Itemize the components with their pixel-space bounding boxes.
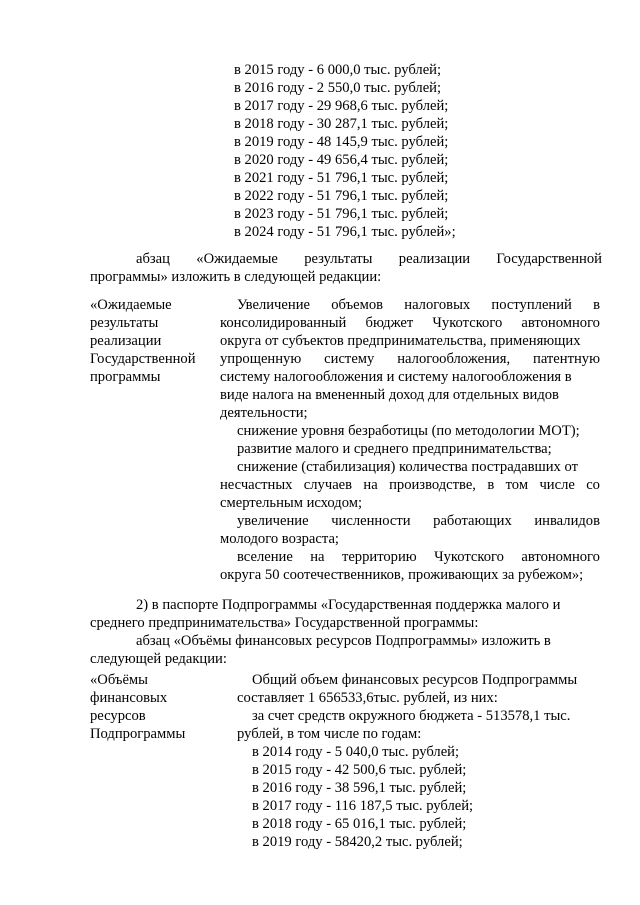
- year-line: в 2016 году - 2 550,0 тыс. рублей;: [234, 80, 442, 96]
- year-line: в 2024 году - 51 796,1 тыс. рублей»;: [234, 224, 456, 240]
- year-line: в 2017 году - 29 968,6 тыс. рублей;: [234, 98, 449, 114]
- year-line: в 2019 году - 48 145,9 тыс. рублей;: [234, 134, 449, 150]
- year-line: в 2021 году - 51 796,1 тыс. рублей;: [234, 170, 449, 186]
- document-page: в 2015 году - 6 000,0 тыс. рублей; в 2016 году - 2 550,0 тыс. рублей; в 2017 году - 29 968,6 тыс. рублей; в 2018 году - 30 287,1 тыс. рублей; в 2019 году - 48 145,9 тыс. рублей; в 2020 году - 49 656,4 тыс. рублей; в 2021 году - 51 796,1 тыс. рублей; в 2022 году - 51 796,1 тыс. рублей; в 2023 году - 51 796,1 тыс. рублей; в 2024 году - 51 796,1 тыс. рублей»; абзац «Ожидаемые результаты реализации Государственной программы» изложить в следующей редакции: «Ожидаемые результаты реализации Государственной программы Увеличение объемов налоговых поступлений в консолидированный бюджет Чукотского автономного округа от субъектов предпринимательства, применяющих упрощенную систему налогообложения, патентную систему налогообложения и систему налогообложения в виде налога на вмененный доход для отдельных видов деятельности; снижение уровня безработицы (по методологии МОТ); развитие малого и среднего предпринимательства; снижение (стабилизация) количества пострадавших от несчастных случаев на производстве, в том числе со смертельным исходом; увеличение численности работающих инвалидов молодого возраста; вселение на территорию Чукотского автономного округа 50 соотечественников, проживающих за рубежом»; 2) в паспорте Подпрограммы «Государственная поддержка малого и среднего предпринимательства» Государственной программы: абзац «Объёмы финансовых ресурсов Подпрограммы» изложить в следующей редакции: «Объёмы финансовых ресурсов Подпрограммы Общий объем финансовых ресурсов Подпрограммы составляет 1 656533,6тыс. рублей, из них: за счет средств окружного бюджета - 513578,1 тыс. рублей, в том числе по годам: в 2014 году - 5 040,0 тыс. рублей; в 2015 году - 42 500,6 тыс. рублей; в 2016 году - 38 596,1 тыс. рублей; в 2017 году - 116 187,5 тыс. рублей; в 2018 году - 65 016,1 тыс. рублей; в 2019 году - 58420,2 тыс. рублей;: [90, 62, 602, 850]
- year-line: в 2020 году - 49 656,4 тыс. рублей;: [234, 152, 449, 168]
- year-line: в 2015 году - 6 000,0 тыс. рублей;: [234, 62, 442, 78]
- year-line: в 2023 году - 51 796,1 тыс. рублей;: [234, 206, 449, 222]
- year-line: в 2018 году - 30 287,1 тыс. рублей;: [234, 116, 449, 132]
- year-line: в 2022 году - 51 796,1 тыс. рублей;: [234, 188, 449, 204]
